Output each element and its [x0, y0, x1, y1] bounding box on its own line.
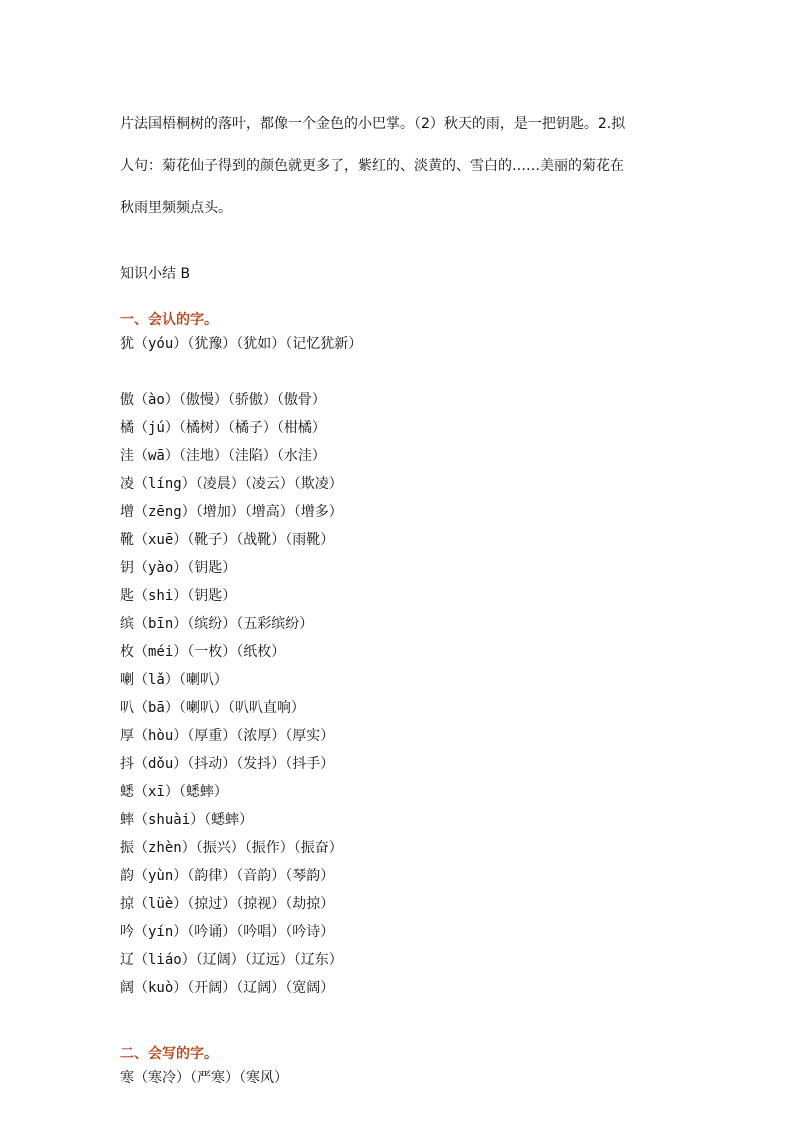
section-title-recognize: 一、会认的字。: [120, 312, 218, 328]
list-item: 振（zhèn）（振兴）（振作）（振奋）: [120, 840, 343, 856]
list-item: 钥（yào）（钥匙）: [120, 560, 237, 576]
list-item: 枚（méi）（一枚）（纸枚）: [120, 644, 286, 660]
list-item: 掠（lüè）（掠过）（掠视）（劫掠）: [120, 896, 335, 912]
document-page: [120, 93, 680, 1092]
recognize-list: [120, 330, 680, 1002]
list-item: 蟋（xī）（蟋蟀）: [120, 784, 228, 800]
list-item: 增（zēng）（增加）（增高）（增多）: [120, 504, 343, 520]
write-list: [120, 1064, 680, 1092]
spacer: [120, 358, 680, 386]
list-item: 吟（yín）（吟诵）（吟唱）（吟诗）: [120, 924, 335, 940]
list-item: 蟀（shuài）（蟋蟀）: [120, 812, 254, 828]
intro-paragraph: [120, 93, 680, 240]
list-item: 厚（hòu）（厚重）（浓厚）（厚实）: [120, 728, 335, 744]
list-item: 喇（lǎ）（喇叭）: [120, 672, 228, 688]
list-item: 阔（kuò）（开阔）（辽阔）（宽阔）: [120, 980, 335, 996]
list-item: 辽（liáo）（辽阔）（辽远）（辽东）: [120, 952, 343, 968]
list-item: 凌（líng）（凌晨）（凌云）（欺凌）: [120, 476, 343, 492]
list-item: 犹（yóu）（犹豫）（犹如）（记忆犹新）: [120, 336, 363, 352]
list-item: 傲（ào）（傲慢）（骄傲）（傲骨）: [120, 392, 326, 408]
section-title-write: 二、会写的字。: [120, 1046, 218, 1062]
intro-line: 片法国梧桐树的落叶，都像一个金色的小巴掌。（2）秋天的雨，是一把钥匙。2.拟: [120, 116, 626, 132]
list-item: 抖（dǒu）（抖动）（发抖）（抖手）: [120, 756, 335, 772]
list-item: 靴（xuē）（靴子）（战靴）（雨靴）: [120, 532, 335, 548]
summary-title: 知识小结 B: [120, 266, 191, 282]
list-item: 叭（bā）（喇叭）（叭叭直响）: [120, 700, 305, 716]
list-item: 缤（bīn）（缤纷）（五彩缤纷）: [120, 616, 314, 632]
intro-line: 人句：菊花仙子得到的颜色就更多了，紫红的、淡黄的、雪白的……美丽的菊花在: [120, 158, 624, 174]
list-item: 匙（shi）（钥匙）: [120, 588, 237, 604]
list-item: 韵（yùn）（韵律）（音韵）（琴韵）: [120, 868, 335, 884]
list-item: 橘（jú）（橘树）（橘子）（柑橘）: [120, 420, 326, 436]
list-item: 寒（寒冷）（严寒）（寒风）: [120, 1070, 288, 1086]
list-item: 洼（wā）（洼地）（洼陷）（水洼）: [120, 448, 326, 464]
intro-line: 秋雨里频频点头。: [120, 200, 232, 216]
